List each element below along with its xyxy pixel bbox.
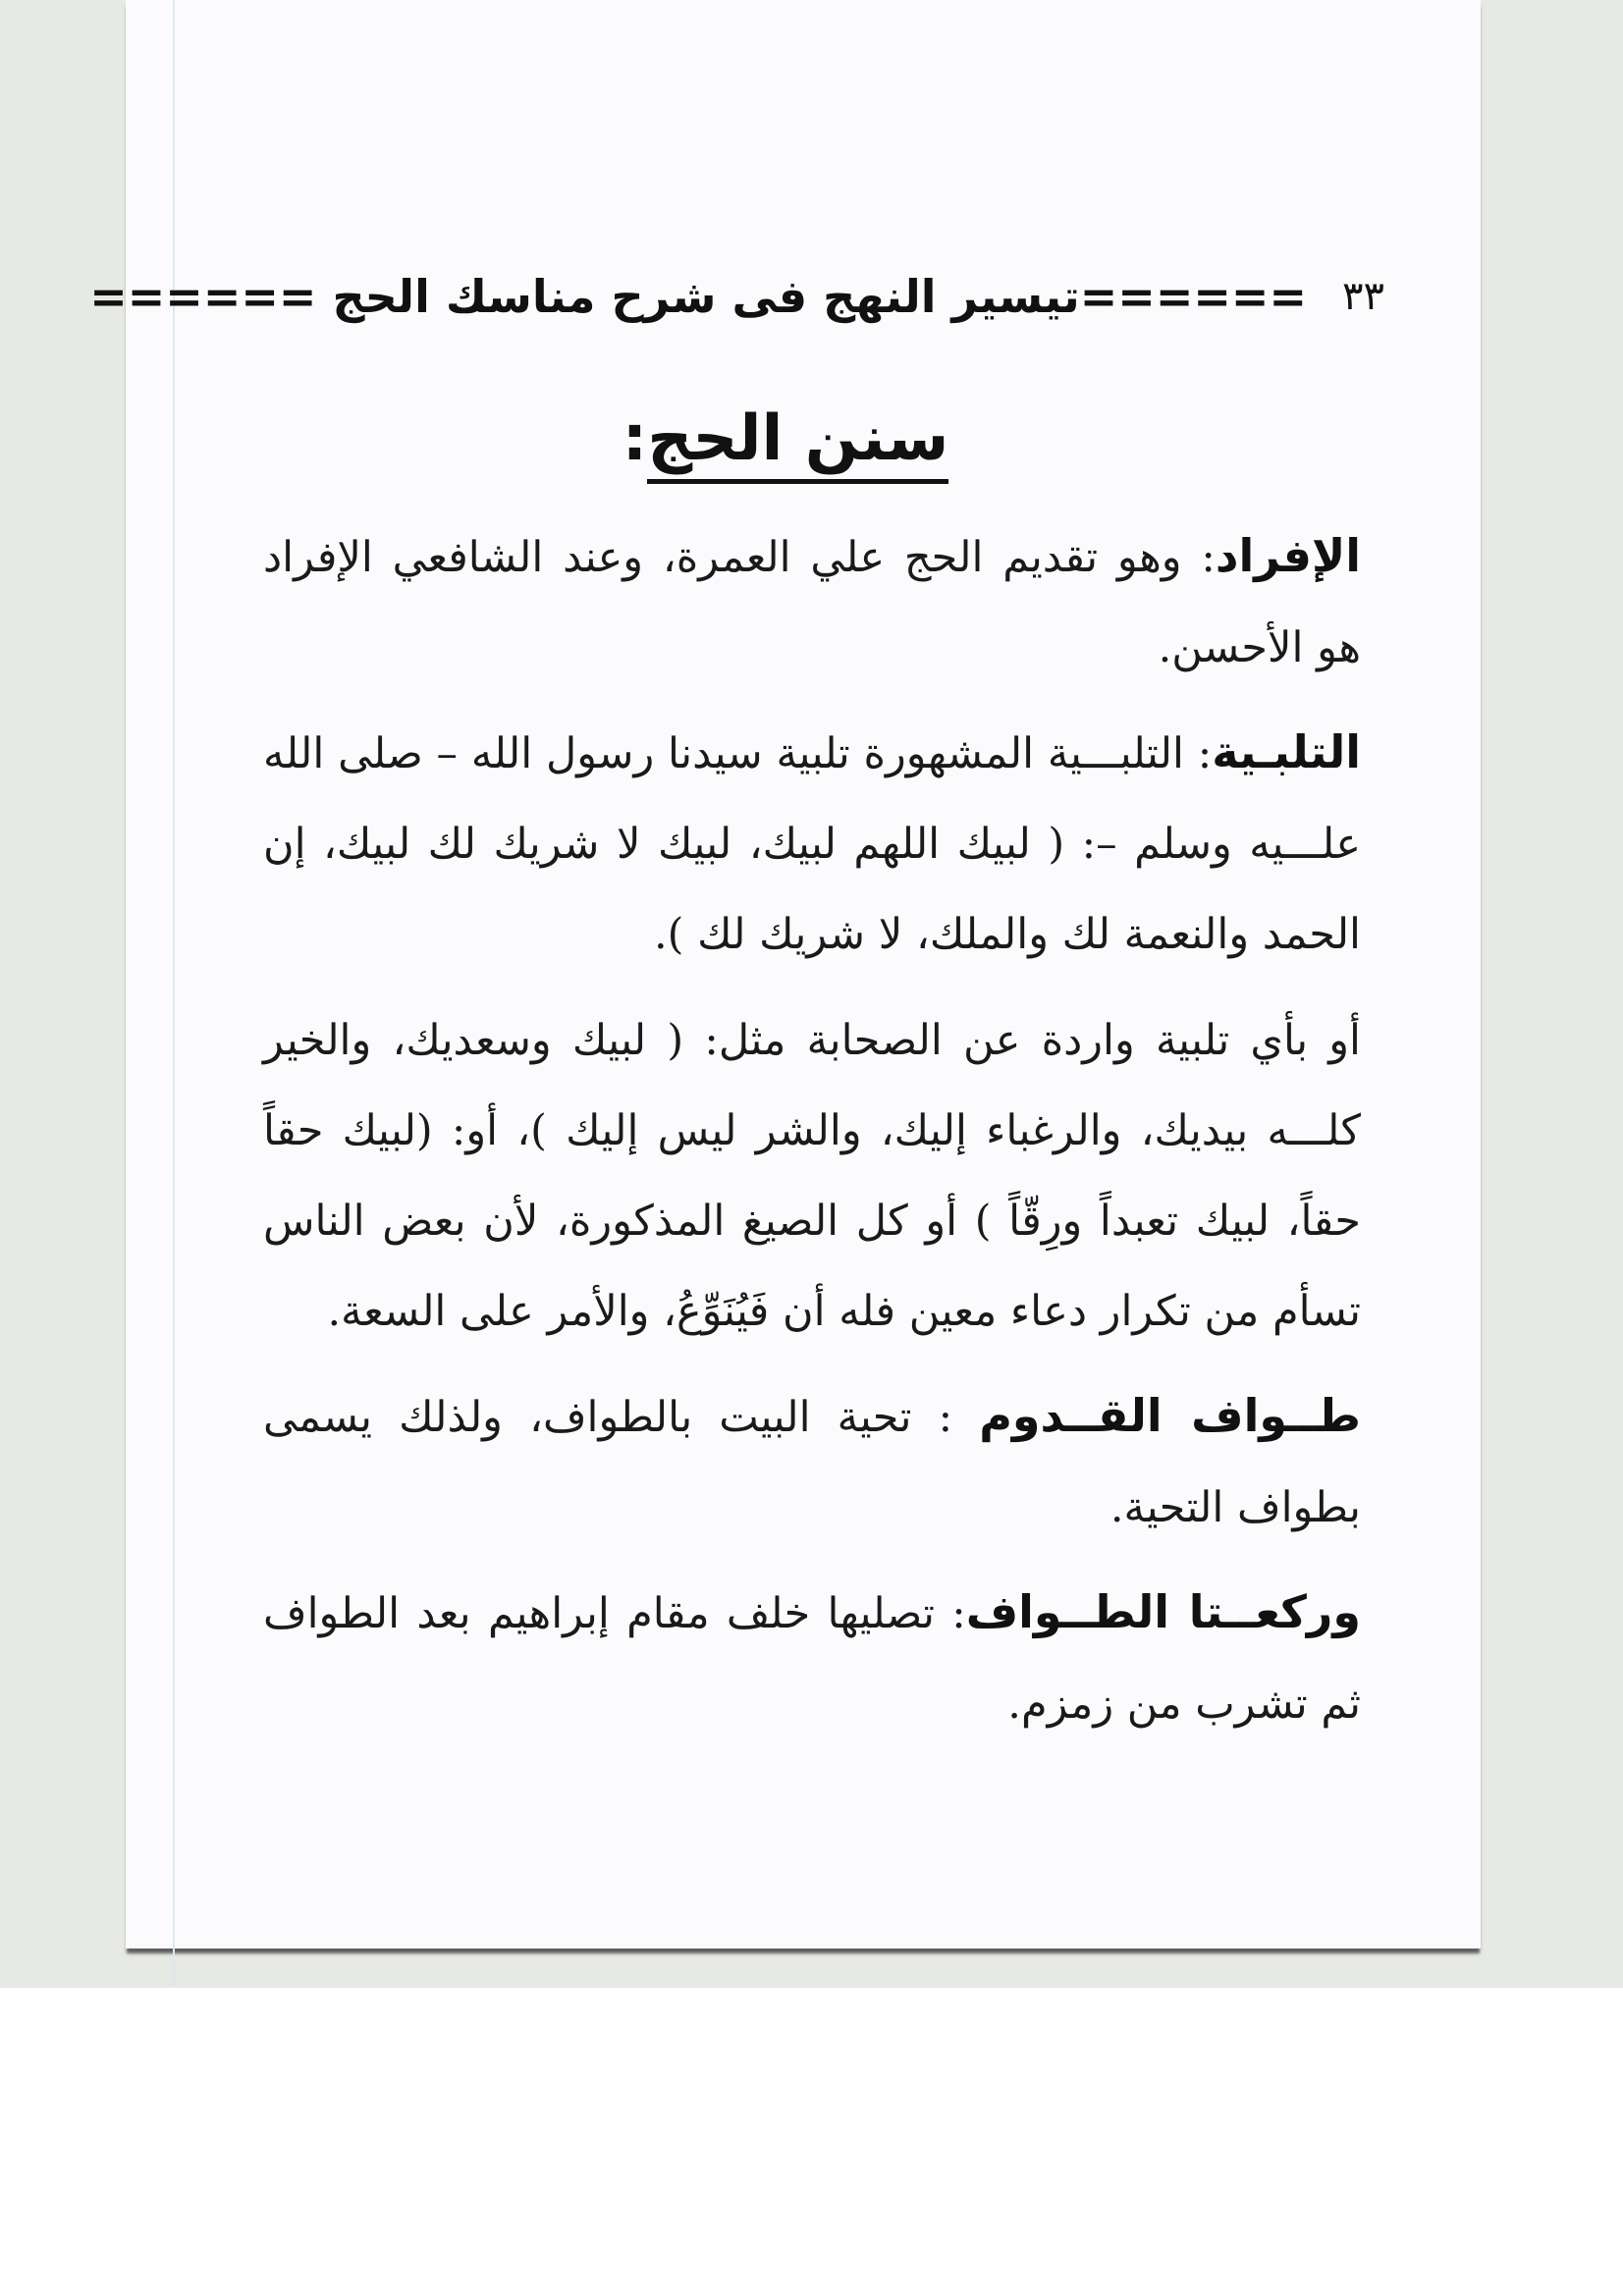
text-talbiya: : التلبـــية المشهورة تلبية سيدنا رسول الله – صلى الله علـــيه وسلم –: ( لبيك اللهم لبيك، لبيك لا شريك لك لبيك، إن الحمد والنعمة لك والملك، لا شريك لك ).: [263, 729, 1361, 959]
text-other-talbiya: أو بأي تلبية واردة عن الصحابة مثل: ( لبيك وسعديك، والخير كلـــه بيديك، والرغباء إليك، والشر ليس إليك )، أو: (لبيك حقاً حقاً، لبيك تعبداً ورِقّاً ) أو كل الصيغ المذكورة، لأن بعض الناس تسأم من تكرار دعاء معين فله أن فَيُنَوِّعُ، والأمر على السعة.: [263, 1016, 1361, 1336]
paragraph-talbiya: [263, 707, 1361, 980]
paragraph-ifrad: [263, 510, 1361, 693]
text-tawaf-qudum: : تحية البيت بالطواف، ولذلك يسمى بطواف التحية.: [263, 1393, 1361, 1532]
page-header: [89, 257, 1384, 336]
term-rakaat-tawaf: وركعــتا الطــواف: [965, 1585, 1362, 1638]
paragraph-tawaf-qudum: [263, 1370, 1361, 1553]
section-title-colon: :: [622, 402, 648, 475]
paragraph-rakaat-tawaf: [263, 1567, 1361, 1749]
text-rakaat-tawaf: : تصليها خلف مقام إبراهيم بعد الطواف ثم تشرب من زمزم.: [263, 1589, 1361, 1729]
term-talbiya: التلبـية: [1212, 725, 1361, 778]
running-title: ======تيسير النهج فى شرح مناسك الحج ======: [89, 270, 1308, 323]
body-text: [263, 510, 1361, 1763]
paragraph-other-talbiya: [263, 993, 1361, 1357]
text-ifrad: : وهو تقديم الحج علي العمرة، وعند الشافعي الإفراد هو الأحسن.: [263, 533, 1361, 672]
term-tawaf-qudum: طــواف القــدوم: [979, 1389, 1361, 1442]
term-ifrad: الإفراد: [1215, 529, 1361, 582]
page-number: ٣٣: [1342, 274, 1384, 319]
section-title-text: سنن الحج: [647, 402, 948, 484]
section-title: [491, 402, 1080, 475]
